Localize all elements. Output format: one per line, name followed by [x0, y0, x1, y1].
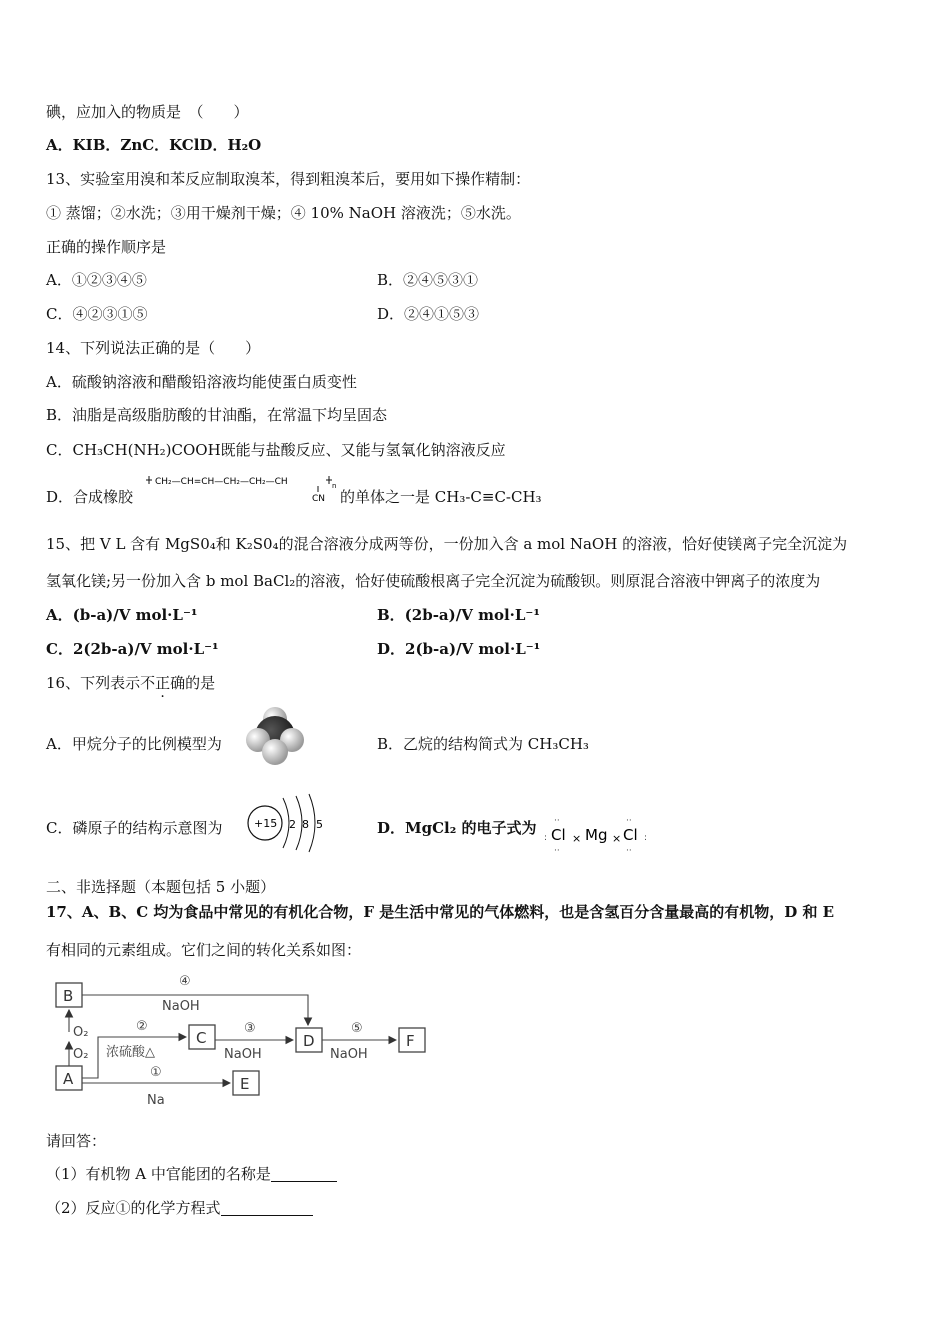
section2-heading: 二、非选择题（本题包括 5 小题）	[46, 878, 276, 896]
magnesium: Mg	[585, 826, 608, 844]
q17-reaction-diagram	[46, 966, 446, 1116]
q17-sub1-text: （1）有机物 A 中官能团的名称是	[46, 1165, 271, 1183]
electron-mark-right: ×	[612, 832, 622, 845]
label-r4-reagent: NaOH	[162, 999, 200, 1014]
q14-option-b: B．油脂是高级脂肪酸的甘油酯，在常温下均呈固态	[46, 406, 388, 424]
label-d: D	[303, 1032, 315, 1050]
label-o2-bottom: O₂	[73, 1047, 89, 1062]
label-r1: ①	[150, 1065, 162, 1080]
label-r4: ④	[179, 974, 191, 989]
q16-option-c: C．磷原子的结构示意图为	[46, 819, 223, 837]
shell-2-electrons: 8	[302, 818, 309, 831]
label-r5: ⑤	[351, 1021, 363, 1036]
svg-text::: :	[544, 833, 548, 843]
chlorine-left: Cl	[551, 826, 566, 844]
q14-stem: 14、下列说法正确的是（ ）	[46, 339, 261, 357]
label-o2-top: O₂	[73, 1025, 89, 1040]
q14-option-a: A．硫酸钠溶液和醋酸铅溶液均能使蛋白质变性	[46, 373, 357, 391]
shell-3-electrons: 5	[316, 818, 323, 831]
q16-stem-prefix: 16、下列表示	[46, 674, 141, 692]
svg-text::: :	[644, 833, 648, 843]
q17-answer-prompt: 请回答：	[46, 1132, 107, 1150]
q17-sub2-blank[interactable]	[221, 1199, 313, 1216]
nucleus-charge: +15	[254, 817, 278, 830]
q13-option-c: C．④②③①⑤	[46, 305, 148, 323]
label-r1-reagent: Na	[147, 1093, 165, 1108]
methane-model-icon	[243, 705, 307, 767]
q15-line1: 15、把 V L 含有 MgS0₄和 K₂S0₄的混合溶液分成两等份，一份加入含 a mol NaOH 的溶液，恰好使镁离子完全沉淀为	[46, 535, 848, 553]
label-b: B	[63, 987, 74, 1005]
q13-option-b: B．②④⑤③①	[377, 271, 479, 289]
q16-stem	[46, 673, 215, 693]
svg-text:··: ··	[626, 846, 632, 855]
electron-mark-left: ×	[572, 832, 582, 845]
q15-option-a: A．(b-a)/V mol·L⁻¹	[46, 606, 198, 624]
label-r5-reagent: NaOH	[330, 1047, 368, 1062]
svg-text:··: ··	[554, 816, 560, 826]
chlorine-right: Cl	[623, 826, 638, 844]
polymer-chain: CH₂—CH=CH—CH₂—CH₂—CH	[155, 477, 288, 487]
q13-option-a: A．①②③④⑤	[46, 271, 147, 289]
shell-1-electrons: 2	[289, 818, 296, 831]
mgcl2-electron-formula	[540, 815, 655, 855]
label-e: E	[240, 1075, 250, 1093]
q14-polymer-formula	[143, 470, 338, 506]
q17-line1: 17、A、B、C 均为食品中常见的有机化合物，F 是生活中常见的气体燃料，也是含氢百分含量最高的有机物，D 和 E	[46, 903, 835, 921]
q15-option-b: B．(2b-a)/V mol·L⁻¹	[377, 606, 540, 624]
q16-stem-suffix: 的是	[185, 674, 216, 692]
polymer-cn-group: CN	[312, 494, 326, 504]
q13-option-d: D．②④①⑤③	[377, 305, 480, 323]
q16-option-b: B．乙烷的结构简式为 CH₃CH₃	[377, 735, 589, 753]
q15-option-d: D．2(b-a)/V mol·L⁻¹	[377, 640, 541, 658]
label-a: A	[63, 1070, 74, 1088]
q17-sub1	[46, 1164, 337, 1184]
q14-option-d-suffix: 的单体之一是 CH₃-C≡C-CH₃	[340, 488, 542, 506]
label-r3: ③	[244, 1021, 256, 1036]
q12-options: A．KIB．ZnC．KClD．H₂O	[46, 136, 262, 154]
q16-stem-emphasis: 不正确	[140, 674, 186, 692]
q15-option-c: C．2(2b-a)/V mol·L⁻¹	[46, 640, 219, 658]
polymer-structure-icon	[143, 470, 338, 506]
q16-option-a: A．甲烷分子的比例模型为	[46, 735, 222, 753]
label-f: F	[406, 1032, 415, 1050]
phosphorus-atom-diagram	[245, 790, 335, 856]
polymer-n: n	[332, 482, 337, 490]
q17-sub2	[46, 1198, 313, 1218]
q15-line2: 氢氧化镁;另一份加入含 b mol BaCl₂的溶液，恰好使硫酸根离子完全沉淀为硫酸钡。则原混合溶液中钾离子的浓度为	[46, 572, 821, 590]
q13-ask: 正确的操作顺序是	[46, 238, 167, 256]
svg-text:··: ··	[626, 816, 632, 826]
q17-line2: 有相同的元素组成。它们之间的转化关系如图：	[46, 941, 362, 959]
q13-steps: ① 蒸馏；②水洗；③用干燥剂干燥；④ 10% NaOH 溶液洗；⑤水洗。	[46, 204, 521, 222]
q14-option-d-prefix: D．合成橡胶	[46, 488, 134, 506]
q13-stem: 13、实验室用溴和苯反应制取溴苯，得到粗溴苯后，要用如下操作精制：	[46, 170, 531, 188]
label-c: C	[196, 1029, 207, 1047]
q17-sub2-text: （2）反应①的化学方程式	[46, 1199, 221, 1217]
label-r2: ②	[136, 1019, 148, 1034]
svg-text:··: ··	[554, 846, 560, 855]
label-r3-reagent: NaOH	[224, 1047, 262, 1062]
label-r2-reagent: 浓硫酸△	[106, 1045, 155, 1060]
q12-stem: 碘，应加入的物质是 （ ）	[46, 103, 249, 121]
q16-option-d: D．MgCl₂ 的电子式为	[377, 819, 537, 837]
q17-sub1-blank[interactable]	[271, 1165, 337, 1182]
q14-option-c: C．CH₃CH(NH₂)COOH既能与盐酸反应、又能与氢氧化钠溶液反应	[46, 441, 506, 459]
